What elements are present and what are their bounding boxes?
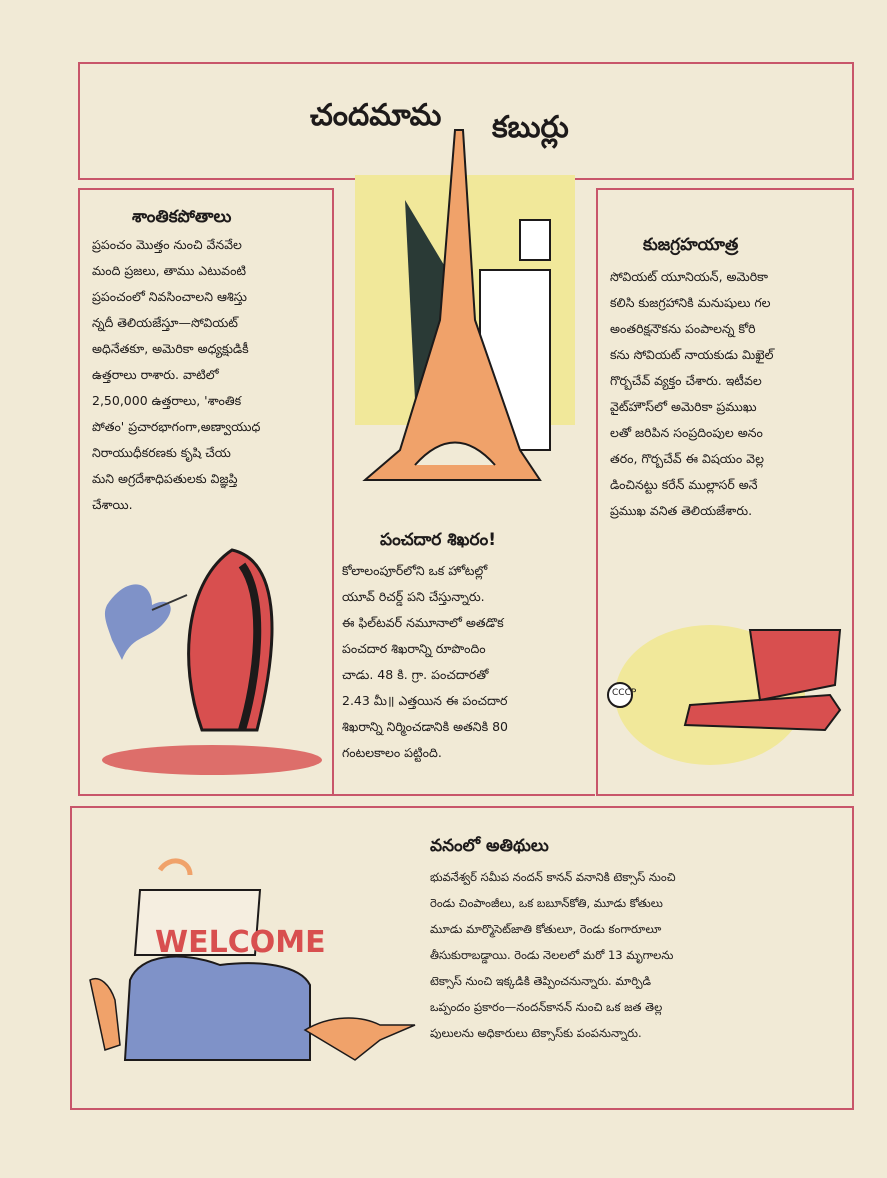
dove-and-bomb-illustration [92, 540, 322, 785]
magazine-title: చందమామ [310, 98, 442, 133]
mars-trip-body: సోవియట్ యూనియన్, అమెరికా కలిసి కుజగ్రహానికి మనుషులు గల అంతరిక్షనౌకను పంపాలన్న కోరి కను సోవియట్ నాయకుడు మిఖైల్ గొర్బచేవ్ వ్యక్తం చేశారు. ఇటీవల వైట్‌హౌస్‌లో అమెరికా ప్రముఖు లతో జరిపిన సంప్రదింపుల అనం తరం, గొర్బచేవ్ ఈ విషయం వెల్ల డించినట్టు కరేన్ ముల్లాసర్ అనే ప్రముఖ వనిత తెలియజేశారు. [610, 269, 774, 518]
spaceship-illustration [600, 610, 850, 790]
mars-trip-heading: కుజగ్రహయాత్ర [643, 235, 739, 255]
rocket-label: CCCP [612, 688, 637, 698]
welcome-banner: WELCOME [155, 925, 326, 960]
peace-doves-heading: శాంతికపోతాలు [132, 207, 232, 227]
sugar-tower-body: కోలాలంపూర్‌లోని ఒక హోటల్లో యూవ్ రిచర్డ్ పని చేస్తున్నారు. ఈ ఫిల్‌టవర్ నమూనాలో అతడొక పంచదార శిఖరాన్ని రూపొందిం చాడు. 48 కి. గ్రా. పంచదారతో 2.43 మీ॥ ఎత్తయిన ఈ పంచదార శిఖరాన్ని నిర్మించడానికి అతనికి 80 గంటలకాలం పట్టింది. [342, 563, 508, 760]
zoo-guests-heading: వనంలో అతిథులు [430, 836, 549, 856]
sugar-tower-heading: పంచదార శిఖరం! [380, 530, 496, 550]
section-title: కబుర్లు [492, 110, 569, 145]
peace-doves-body: ప్రపంచం మొత్తం నుంచి వేనవేల మంది ప్రజలు, తాము ఎటువంటి ప్రపంచంలో నివసించాలని ఆశిస్తు న్నదీ తెలియజేస్తూ—సోవియట్ అధినేతకూ, అమెరికా అధ్యక్షుడికీ ఉత్తరాలు రాశారు. వాటిలో 2,50,000 ఉత్తరాలు, 'శాంతిక పోతం' ప్రచారభాగంగా,అణ్వాయుధ నిరాయుధీకరణకు కృషి చేయ మని అగ్రదేశాధిపతులకు విజ్ఞప్తి చేశాయి. [92, 237, 261, 512]
zoo-guests-body: భువనేశ్వర్ సమీప నందన్ కానన్ వనానికి టెక్సాస్ నుంచి రెండు చింపాంజీలు, ఒక బబూన్‌కోతి, మూడు కోతులు మూడు మార్మొసెట్‌జాతి కోతులూ, రెండు కంగారూలూ తీసుకురాబడ్డాయి. రెండు నెలలలో మరో 13 మృగాలను టెక్సాస్ నుంచి ఇక్కడికి తెప్పించనున్నారు. మార్పిడి ఒప్పందం ప్రకారం—నందన్‌కానన్ నుంచి ఒక జత తెల్ల పులులను అధికారులు టెక్సాస్‌కు పంపనున్నారు. [430, 870, 676, 1040]
eiffel-tower-illustration [345, 120, 580, 510]
